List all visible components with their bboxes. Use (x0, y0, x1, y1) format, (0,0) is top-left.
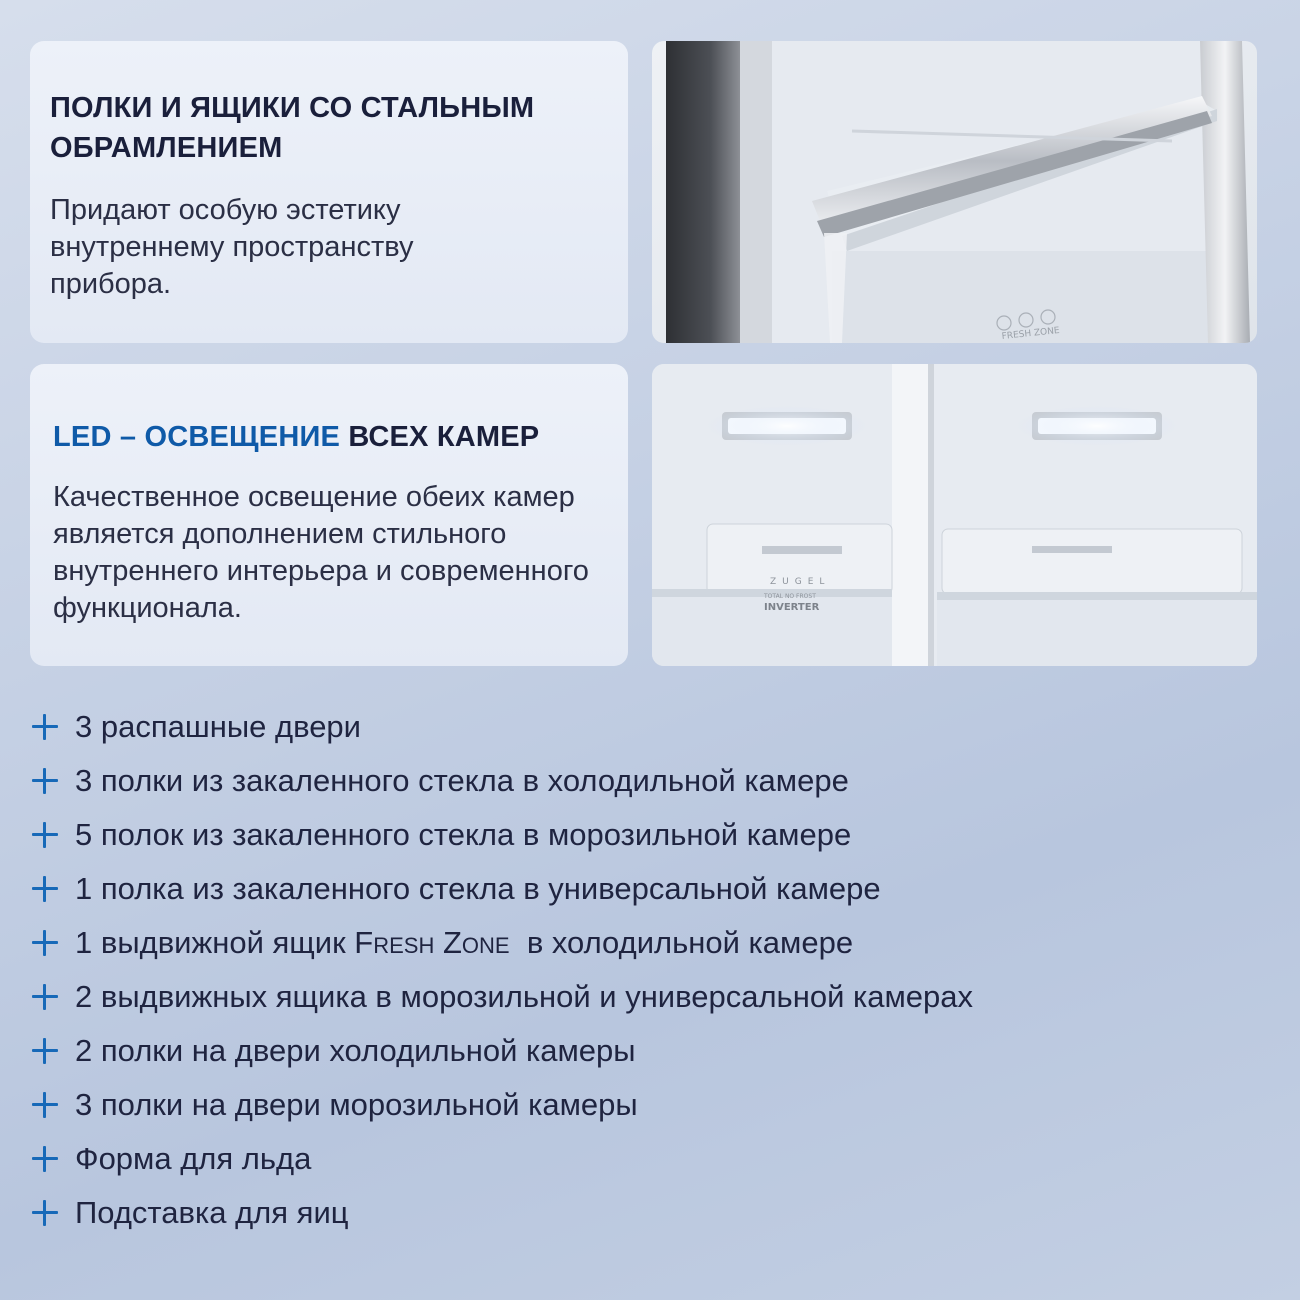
feature-text: 2 выдвижных ящика в морозильной и универсальной камерах (75, 979, 974, 1014)
plus-icon (30, 982, 60, 1012)
plus-icon (30, 766, 60, 796)
plus-icon (30, 874, 60, 904)
plus-icon (30, 928, 60, 958)
feature-text (75, 925, 853, 961)
card-text: Качественное освещение обеих камер является дополнением стильного внутреннего интерьера и современного функционала. (53, 481, 589, 624)
feature-list (30, 700, 1270, 1240)
led-interior-photo (652, 364, 1257, 666)
plus-icon (30, 1090, 60, 1120)
brand-label: ZUGEL (770, 577, 831, 587)
shelf-photo (652, 41, 1257, 343)
list-item (30, 754, 1270, 808)
feature-text: Форма для льда (75, 1141, 312, 1176)
plus-icon (30, 712, 60, 742)
list-item (30, 970, 1270, 1024)
plus-icon (30, 820, 60, 850)
feature-text-part: 1 выдвижной ящик (75, 925, 355, 960)
list-item (30, 1024, 1270, 1078)
list-item (30, 1186, 1270, 1240)
inverter-label: INVERTER (764, 602, 820, 613)
plus-icon (30, 1198, 60, 1228)
feature-text: 3 полки на двери морозильной камеры (75, 1087, 638, 1122)
fresh-zone-text: Fresh Zone (354, 925, 510, 960)
feature-card-led-lighting (30, 364, 628, 666)
list-item (30, 916, 1270, 970)
fresh-zone-label: FRESH ZONE (1001, 325, 1061, 342)
plus-icon (30, 1036, 60, 1066)
card-title-accent: LED – ОСВЕЩЕНИЕ (53, 421, 341, 453)
list-item (30, 808, 1270, 862)
list-item (30, 1132, 1270, 1186)
card-title-rest: ВСЕХ КАМЕР (340, 421, 540, 453)
list-item (30, 862, 1270, 916)
feature-text: 2 полки на двери холодильной камеры (75, 1033, 636, 1068)
feature-text: Подставка для яиц (75, 1195, 349, 1230)
feature-text: 1 полка из закаленного стекла в универсальной камере (75, 871, 881, 906)
feature-text-part: в холодильной камере (509, 925, 854, 960)
list-item (30, 1078, 1270, 1132)
feature-text: 5 полок из закаленного стекла в морозильной камере (75, 817, 852, 852)
card-title: ПОЛКИ И ЯЩИКИ СО СТАЛЬНЫМ ОБРАМЛЕНИЕМ (50, 92, 535, 164)
feature-text: 3 полки из закаленного стекла в холодильной камере (75, 763, 849, 798)
feature-text: 3 распашные двери (75, 709, 361, 744)
list-item (30, 700, 1270, 754)
plus-icon (30, 1144, 60, 1174)
card-text: Придают особую эстетику внутреннему пространству прибора. (50, 194, 414, 300)
feature-card-steel-shelves (30, 41, 628, 343)
inverter-small-label: TOTAL NO FROST (764, 593, 816, 600)
card-title (50, 417, 608, 457)
